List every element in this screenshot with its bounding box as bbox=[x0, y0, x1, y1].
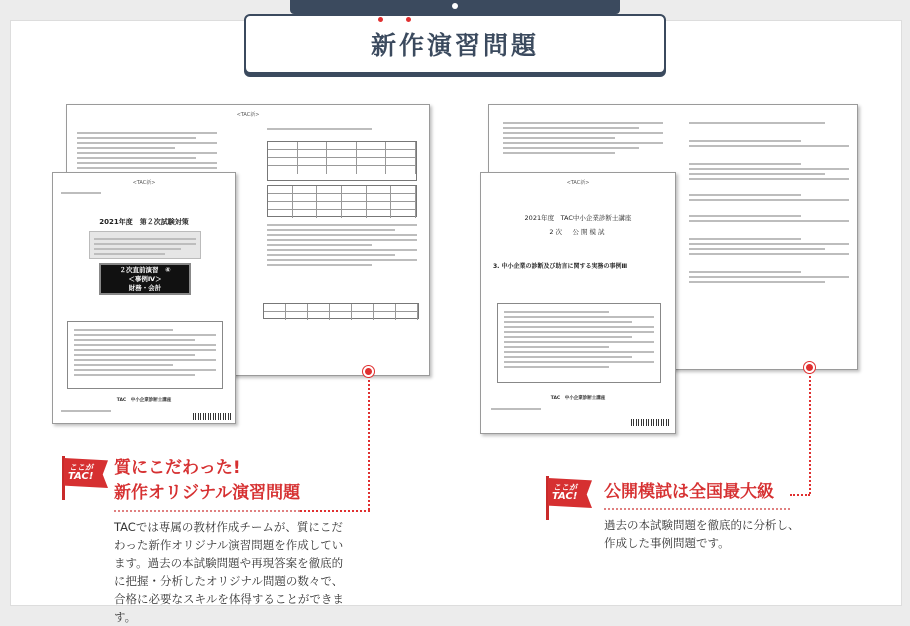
right-front-document bbox=[480, 172, 676, 434]
connector-line bbox=[809, 368, 811, 494]
koko-ga-tac-flag bbox=[56, 456, 110, 500]
koko-ga-tac-flag bbox=[540, 476, 594, 520]
doc-table bbox=[267, 141, 417, 181]
doc-footer: TAC 中小企業診断士講座 bbox=[550, 396, 606, 401]
emphasis-dot bbox=[406, 17, 411, 22]
doc-subtitle: 2次 公開模試 bbox=[549, 228, 607, 236]
flag-text-bottom: TAC! bbox=[552, 491, 578, 502]
title-tab-notch bbox=[290, 0, 620, 14]
doc-table bbox=[267, 185, 417, 217]
doc-black-line: ２次直前演習 ④ bbox=[119, 266, 171, 274]
barcode bbox=[193, 413, 231, 420]
left-front-document bbox=[52, 172, 236, 424]
doc-header: <TAC新> bbox=[566, 180, 590, 186]
doc-subject: 3. 中小企業の診断及び助言に関する実務の事例Ⅲ bbox=[493, 263, 628, 270]
heading-underline bbox=[604, 508, 790, 510]
doc-gray-box bbox=[89, 231, 201, 259]
connector-pin bbox=[363, 366, 374, 377]
flag-text-bottom: TAC! bbox=[68, 471, 94, 482]
connector-line bbox=[790, 494, 810, 496]
left-heading-line2: 新作オリジナル演習問題 bbox=[114, 483, 301, 503]
connector-line bbox=[368, 372, 370, 510]
doc-black-box bbox=[99, 263, 191, 295]
left-heading bbox=[114, 456, 300, 506]
notch-dot bbox=[452, 3, 458, 9]
connector-pin bbox=[804, 362, 815, 373]
connector-line bbox=[300, 510, 370, 512]
title-box bbox=[244, 14, 666, 74]
doc-notes-box bbox=[67, 321, 223, 389]
left-description: TACでは専属の教材作成チームが、質にこだわった新作オリジナル演習問題を作成しています。過去の本試験問題や再現答案を徹底的に把握・分析したオリジナル問題の数々で、合格に必要なスキルを体得することができます。 bbox=[114, 520, 344, 624]
doc-footer: TAC 中小企業診断士講座 bbox=[116, 398, 172, 403]
doc-table bbox=[263, 303, 419, 319]
right-heading: 公開模試は全国最大級 bbox=[604, 482, 774, 502]
doc-notes-box bbox=[497, 303, 661, 383]
flag-text-top: ここが bbox=[553, 483, 577, 492]
left-heading-line1: 質にこだわった! bbox=[114, 458, 241, 478]
page-title bbox=[371, 26, 539, 62]
doc-course-title: 2021年度 第２次試験対策 bbox=[99, 218, 189, 226]
doc-header: <TAC新> bbox=[236, 112, 260, 118]
doc-black-line: ＜事例Ⅳ＞ bbox=[128, 275, 162, 283]
heading-underline bbox=[114, 510, 300, 512]
emphasis-dot bbox=[378, 17, 383, 22]
right-description: 過去の本試験問題を徹底的に分析し、作成した事例問題です。 bbox=[604, 518, 800, 550]
flag-text-top: ここが bbox=[69, 463, 93, 472]
barcode bbox=[631, 419, 669, 426]
doc-title: 2021年度 TAC中小企業診断士講座 bbox=[524, 214, 632, 222]
doc-black-line: 財務・会計 bbox=[128, 284, 162, 292]
doc-header: <TAC新> bbox=[132, 180, 156, 186]
page-title-text: 新作演習問題 bbox=[370, 31, 539, 60]
